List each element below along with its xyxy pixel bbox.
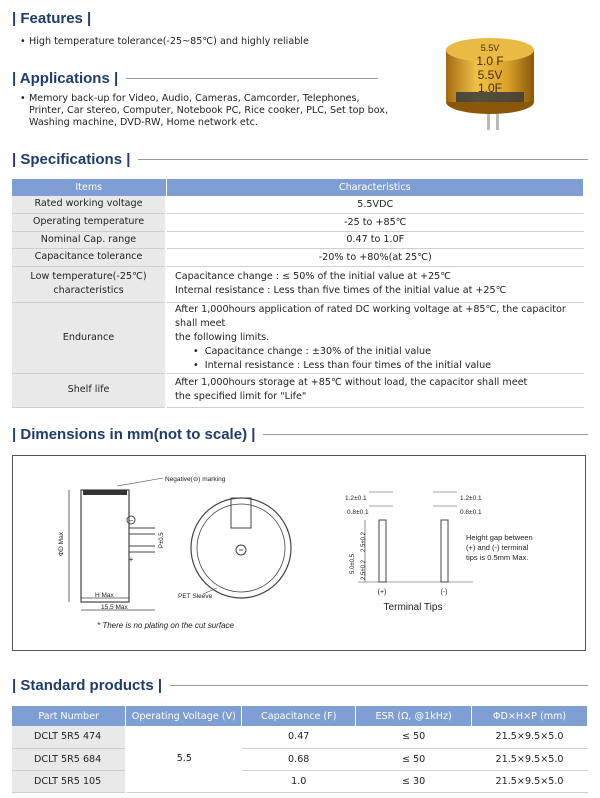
- col-items: Items: [12, 179, 166, 196]
- specifications-table: [12, 179, 584, 408]
- table-row: Capacitance tolerance -20% to +80%(at 25℃): [12, 248, 584, 266]
- phi-d-max: ΦD Max: [58, 532, 65, 556]
- dimension-drawing-box: [12, 455, 586, 651]
- table-row: Endurance After 1,000hours application of rated DC working voltage at +85℃, the capacitor shall meet the following limits. • Capacitance change : ±30% of the initial value • Internal resistance : Less than four times of the initial value: [12, 302, 584, 373]
- label-mid: 1.0 F: [476, 54, 504, 68]
- specifications-heading: | Specifications |: [12, 151, 131, 168]
- label-voltage: 5.5V: [477, 68, 503, 82]
- table-row: Rated working voltage 5.5VDC: [12, 196, 584, 213]
- table-row: Nominal Cap. range 0.47 to 1.0F: [12, 231, 584, 248]
- capacitor-photo: [440, 32, 540, 132]
- dimensions-heading-row: [12, 426, 588, 443]
- products-heading-row: [12, 677, 588, 694]
- plus-mark: +: [128, 555, 134, 564]
- height-note-3: tips is 0.5mm Max.: [466, 553, 529, 562]
- negative-marking: Negative(⊖) marking: [165, 476, 226, 483]
- height-note-2: (+) and (-) terminal: [466, 543, 529, 552]
- features-list: [20, 36, 309, 48]
- table-row: Shelf life After 1,000hours storage at +85℃ without load, the capacitor shall meet the specified limit for "Life": [12, 373, 584, 407]
- list-item: • Memory back-up for Video, Audio, Cameras, Camcorder, Telephones, Printer, Car stereo, Computer, Notebook PC, Rice cooker, PLC, Set top box, Washing machine, DVD-RW, Home network etc.: [20, 93, 388, 128]
- col-characteristics: Characteristics: [166, 179, 584, 196]
- table-row: DCLT 5R5 105 1.0 ≤ 30 21.5×9.5×5.0: [12, 770, 588, 792]
- table-row: Operating temperature -25 to +85℃: [12, 213, 584, 231]
- table-header: [12, 179, 584, 196]
- applications-heading: | Applications |: [12, 70, 119, 87]
- dimension-drawing: [13, 456, 585, 650]
- specifications-heading-row: [12, 151, 588, 168]
- dim-1-2-right: 1.2±0.1: [460, 495, 482, 502]
- divider: [263, 434, 588, 435]
- table-row: DCLT 5R5 474 5.5 0.47 ≤ 50 21.5×9.5×5.0: [12, 726, 588, 748]
- dim-2-5-b: 2.5±0.2: [361, 560, 367, 580]
- divider: [126, 78, 378, 79]
- products-heading: | Standard products |: [12, 677, 163, 694]
- minus-terminal: (-): [440, 589, 448, 596]
- dim-0-8-left: 0.8±0.1: [347, 509, 369, 516]
- label-top: 5.5V: [480, 43, 500, 53]
- products-table: [12, 706, 588, 793]
- no-plating-note: * There is no plating on the cut surface: [97, 621, 234, 630]
- minus-mark: −: [128, 518, 134, 525]
- plus-terminal: (+): [377, 589, 387, 596]
- divider: [138, 159, 588, 160]
- features-heading: | Features |: [12, 10, 92, 27]
- list-item: • High temperature tolerance(-25~85℃) and highly reliable: [20, 36, 309, 47]
- terminal-tips-caption: Terminal Tips: [383, 602, 443, 613]
- width-max: 15.5 Max: [101, 604, 128, 611]
- dim-2-5: 2.5±0.2: [361, 532, 367, 552]
- applications-list: [20, 93, 388, 129]
- features-heading-row: [12, 10, 112, 27]
- table-header: Part Number Operating Voltage (V) Capacitance (F) ESR (Ω, @1kHz) ΦD×H×P (mm): [12, 706, 588, 726]
- applications-heading-row: [12, 70, 378, 87]
- pet-sleeve: PET Sleeve: [178, 593, 213, 600]
- dimensions-heading: | Dimensions in mm(not to scale) |: [12, 426, 256, 443]
- divider: [170, 685, 588, 686]
- bullet-icon: •: [20, 93, 26, 104]
- dim-5-0: 5.0±0.5: [350, 554, 356, 574]
- table-row: DCLT 5R5 684 0.68 ≤ 50 21.5×9.5×5.0: [12, 748, 588, 770]
- table-row: Low temperature(-25℃) characteristics Capacitance change : ≤ 50% of the initial value at +25℃ Internal resistance : Less than five times of the initial value at +25℃: [12, 266, 584, 302]
- p-tolerance: P±0.5: [159, 532, 165, 548]
- label-capacitance: 1.0F: [477, 81, 503, 95]
- dim-1-2-left: 1.2±0.1: [345, 495, 367, 502]
- bullet-icon: •: [20, 36, 26, 47]
- dim-0-8-right: 0.8±0.1: [460, 509, 482, 516]
- height-note-1: Height gap between: [466, 533, 533, 542]
- h-max: H Max: [95, 592, 114, 599]
